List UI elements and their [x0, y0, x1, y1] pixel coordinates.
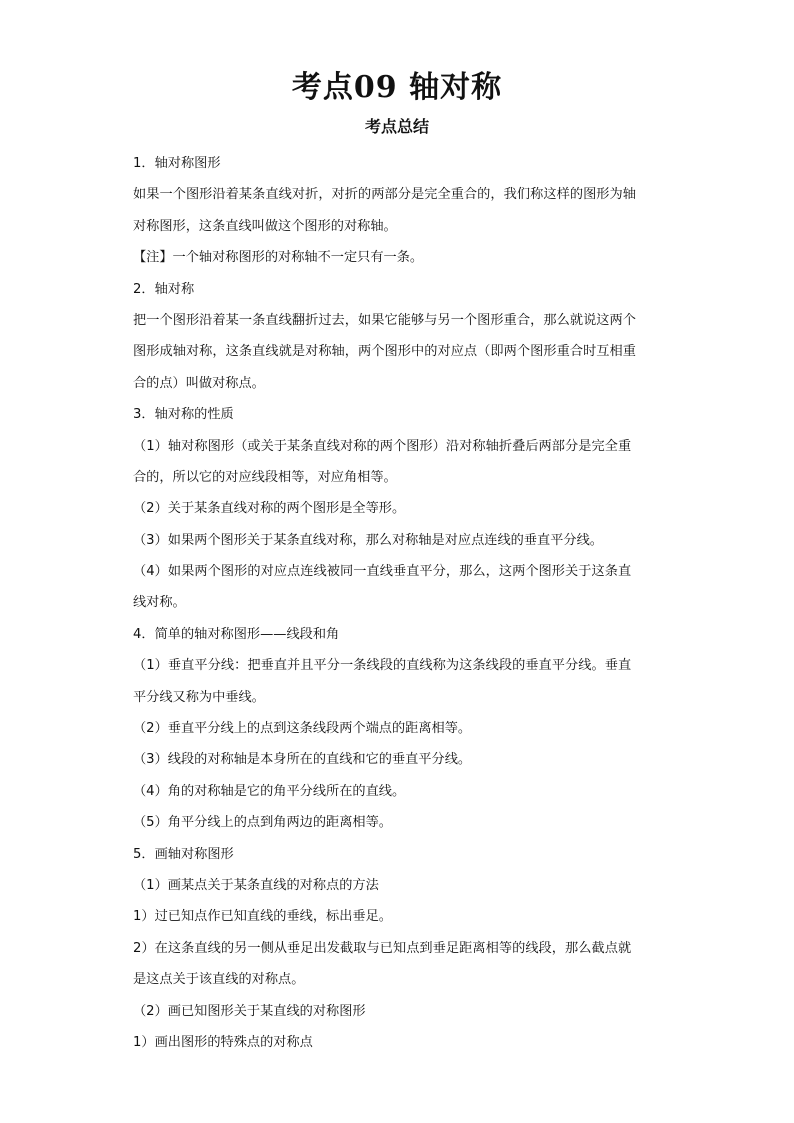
paragraph-line: 如果一个图形沿着某条直线对折，对折的两部分是完全重合的，我们称这样的图形为轴: [133, 187, 637, 203]
list-item-line: （2）垂直平分线上的点到这条线段两个端点的距离相等。: [133, 721, 472, 737]
heading-axial-symmetry: 2．轴对称: [133, 281, 195, 297]
paragraph-line: 合的点）叫做对称点。: [133, 375, 265, 391]
list-item-line: （2）画已知图形关于某直线的对称图形: [133, 1003, 366, 1019]
list-item-line: （1）轴对称图形（或关于某条直线对称的两个图形）沿对称轴折叠后两部分是完全重: [133, 438, 632, 454]
list-item-line: （1）画某点关于某条直线的对称点的方法: [133, 877, 379, 893]
paragraph-line: 把一个图形沿着某一条直线翻折过去，如果它能够与另一个图形重合，那么就说这两个: [133, 312, 637, 328]
list-item-line: （4）角的对称轴是它的角平分线所在的直线。: [133, 783, 406, 799]
list-item-line: 是这点关于该直线的对称点。: [133, 972, 305, 988]
section-subtitle: 考点总结: [364, 117, 429, 136]
list-item-line: （2）关于某条直线对称的两个图形是全等形。: [133, 501, 406, 517]
list-item-line: 合的，所以它的对应线段相等，对应角相等。: [133, 469, 397, 485]
paragraph-line: 对称图形，这条直线叫做这个图形的对称轴。: [133, 218, 397, 234]
list-item-line: （4）如果两个图形的对应点连线被同一直线垂直平分，那么，这两个图形关于这条直: [133, 564, 632, 580]
paragraph-line: 图形成轴对称，这条直线就是对称轴，两个图形中的对应点（即两个图形重合时互相重: [133, 344, 637, 360]
heading-segment-and-angle: 4．简单的轴对称图形——线段和角: [133, 626, 340, 642]
list-item-line: 线对称。: [133, 595, 186, 611]
heading-axial-symmetric-figure: 1．轴对称图形: [133, 156, 221, 171]
list-item-line: （3）如果两个图形关于某条直线对称，那么对称轴是对应点连线的垂直平分线。: [133, 532, 603, 548]
list-item-line: （5）角平分线上的点到角两边的距离相等。: [133, 815, 392, 831]
list-item-line: 平分线又称为中垂线。: [133, 689, 265, 705]
list-item-line: 2）在这条直线的另一侧从垂足出发截取与已知点到垂足距离相等的线段，那么截点就: [133, 940, 632, 956]
document-body: [133, 148, 663, 1058]
heading-draw-symmetric-figure: 5．画轴对称图形: [133, 846, 234, 862]
heading-properties: 3．轴对称的性质: [133, 407, 234, 423]
list-item-line: （3）线段的对称轴是本身所在的直线和它的垂直平分线。: [133, 752, 472, 768]
note-line: 【注】一个轴对称图形的对称轴不一定只有一条。: [133, 250, 424, 266]
document-title: 考点09 轴对称: [291, 70, 503, 105]
list-item-line: 1）画出图形的特殊点的对称点: [133, 1034, 313, 1050]
list-item-line: （1）垂直平分线：把垂直并且平分一条线段的直线称为这条线段的垂直平分线。垂直: [133, 658, 632, 674]
list-item-line: 1）过已知点作已知直线的垂线，标出垂足。: [133, 909, 392, 925]
